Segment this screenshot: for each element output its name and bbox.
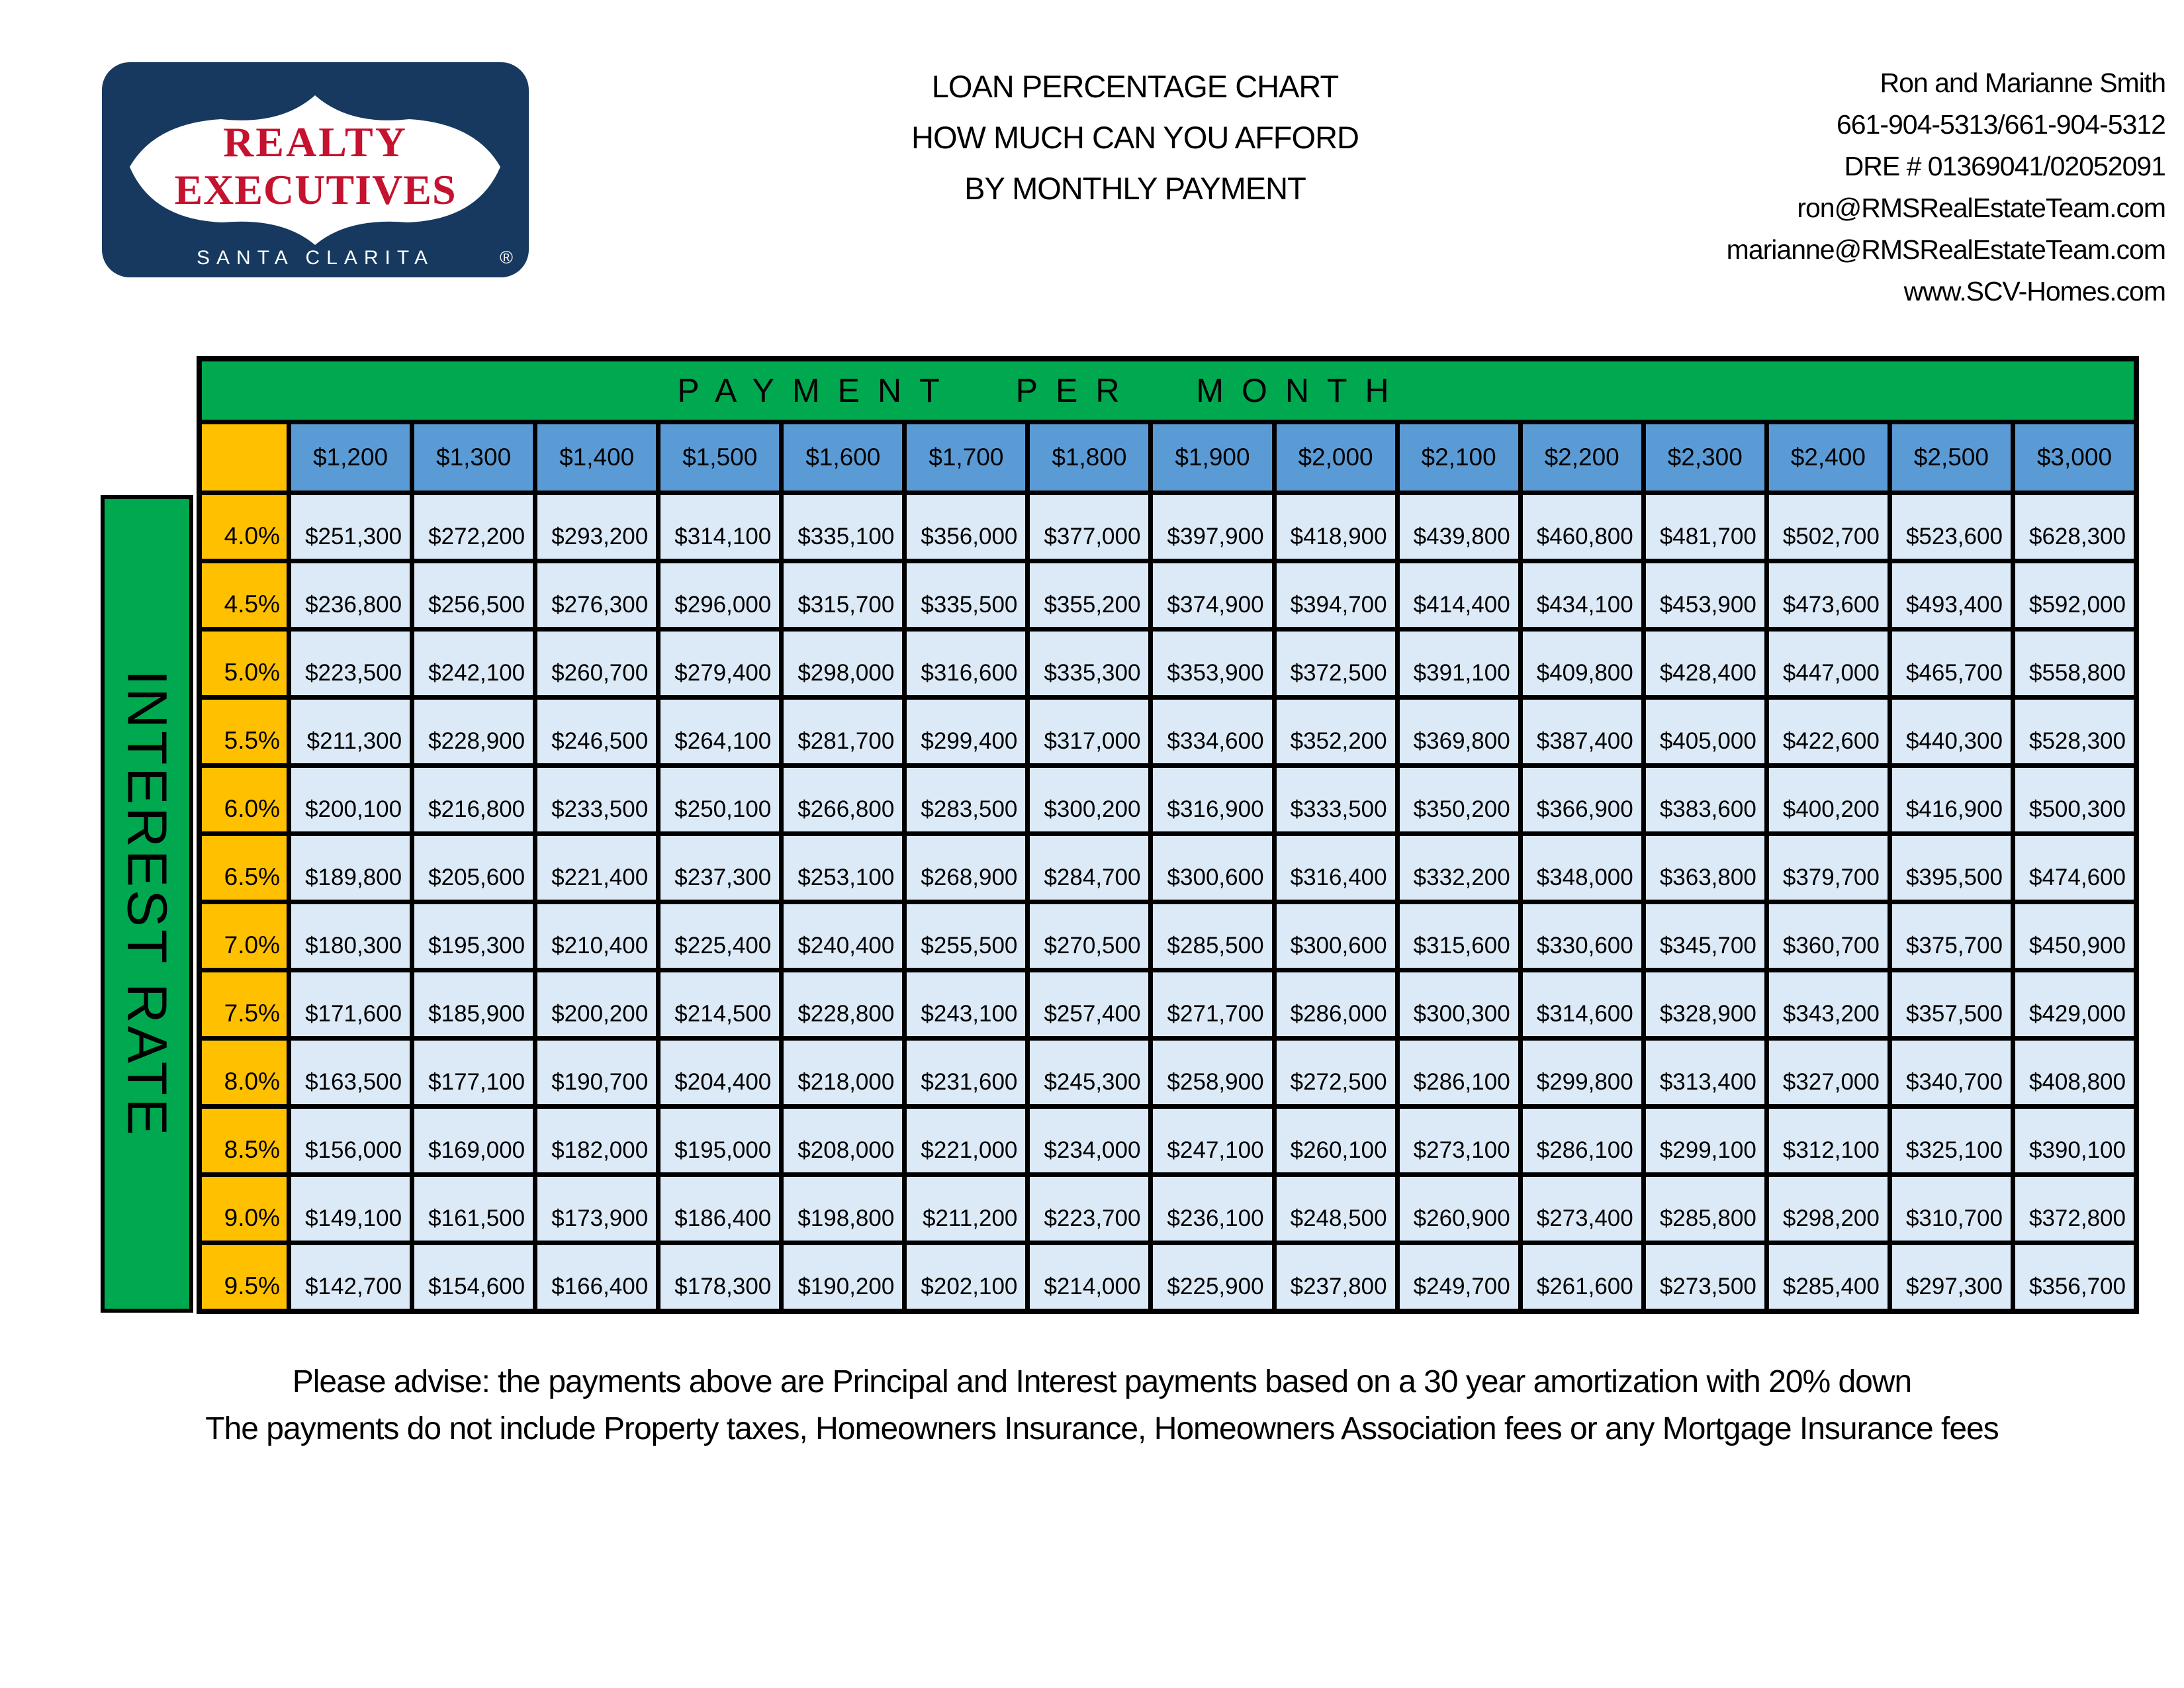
loan-amount-cell: $242,100 [414,632,533,695]
loan-amount-cell: $166,400 [537,1245,656,1309]
loan-amount-cell: $299,800 [1523,1041,1641,1104]
loan-amount-cell: $447,000 [1769,632,1888,695]
loan-amount-cell: $310,700 [1892,1177,2011,1241]
interest-rate-cell: 8.0% [202,1041,287,1104]
column-header-2100: $2,100 [1400,424,1518,491]
loan-amount-cell: $340,700 [1892,1041,2011,1104]
loan-amount-cell: $453,900 [1646,563,1764,627]
loan-amount-cell: $190,700 [537,1041,656,1104]
loan-amount-cell: $345,700 [1646,904,1764,968]
loan-amount-cell: $332,200 [1400,836,1518,900]
loan-amount-cell: $205,600 [414,836,533,900]
agent-names: Ron and Marianne Smith [1880,68,2165,98]
column-header-1700: $1,700 [907,424,1025,491]
loan-amount-cell: $377,000 [1030,495,1148,559]
interest-rate-axis-label: INTEREST RATE [116,670,179,1138]
loan-amount-cell: $328,900 [1646,972,1764,1036]
website-url: www.SCV-Homes.com [1903,276,2165,306]
loan-amount-cell: $286,100 [1400,1041,1518,1104]
loan-amount-cell: $178,300 [660,1245,779,1309]
interest-rate-cell: 4.0% [202,495,287,559]
loan-amount-cell: $334,600 [1153,700,1271,763]
interest-rate-cell: 5.0% [202,632,287,695]
loan-amount-cell: $243,100 [907,972,1025,1036]
loan-amount-cell: $335,300 [1030,632,1148,695]
logo-brand-word-1: REALTY [223,118,408,165]
loan-amount-cell: $390,100 [2015,1109,2134,1172]
loan-amount-cell: $348,000 [1523,836,1641,900]
loan-amount-cell: $400,200 [1769,768,1888,831]
loan-amount-cell: $163,500 [291,1041,410,1104]
loan-amount-cell: $418,900 [1277,495,1395,559]
interest-rate-cell: 8.5% [202,1109,287,1172]
loan-amount-cell: $416,900 [1892,768,2011,831]
loan-amount-cell: $177,100 [414,1041,533,1104]
loan-amount-cell: $493,400 [1892,563,2011,627]
loan-amount-cell: $383,600 [1646,768,1764,831]
loan-amount-cell: $502,700 [1769,495,1888,559]
loan-amount-cell: $228,900 [414,700,533,763]
payment-per-month-label: PAYMENT PER MONTH [677,372,1407,409]
loan-amount-cell: $314,600 [1523,972,1641,1036]
loan-amount-cell: $251,300 [291,495,410,559]
loan-amount-cell: $185,900 [414,972,533,1036]
title-line-1: LOAN PERCENTAGE CHART [931,69,1339,104]
brand-logo [102,62,529,277]
column-header-1600: $1,600 [784,424,902,491]
loan-amount-cell: $180,300 [291,904,410,968]
loan-amount-cell: $281,700 [784,700,902,763]
loan-amount-cell: $374,900 [1153,563,1271,627]
loan-amount-cell: $237,300 [660,836,779,900]
loan-amount-cell: $298,000 [784,632,902,695]
page-title [788,61,1482,214]
loan-amount-cell: $352,200 [1277,700,1395,763]
loan-amount-cell: $450,900 [2015,904,2134,968]
loan-table [197,356,2139,1314]
loan-amount-cell: $300,300 [1400,972,1518,1036]
disclaimer [165,1358,2038,1452]
column-header-2300: $2,300 [1646,424,1764,491]
loan-amount-cell: $236,800 [291,563,410,627]
loan-amount-cell: $312,100 [1769,1109,1888,1172]
loan-amount-cell: $592,000 [2015,563,2134,627]
loan-amount-cell: $284,700 [1030,836,1148,900]
interest-rate-cell: 5.5% [202,700,287,763]
registered-trademark-icon: ® [500,248,513,267]
loan-amount-cell: $225,400 [660,904,779,968]
loan-amount-cell: $204,400 [660,1041,779,1104]
loan-amount-cell: $296,000 [660,563,779,627]
loan-amount-cell: $234,000 [1030,1109,1148,1172]
loan-amount-cell: $360,700 [1769,904,1888,968]
loan-amount-cell: $316,400 [1277,836,1395,900]
loan-amount-cell: $214,500 [660,972,779,1036]
loan-amount-cell: $246,500 [537,700,656,763]
loan-amount-cell: $253,100 [784,836,902,900]
loan-amount-cell: $169,000 [414,1109,533,1172]
loan-amount-cell: $394,700 [1277,563,1395,627]
loan-amount-cell: $343,200 [1769,972,1888,1036]
loan-amount-cell: $195,300 [414,904,533,968]
loan-amount-cell: $231,600 [907,1041,1025,1104]
loan-amount-cell: $315,700 [784,563,902,627]
loan-amount-cell: $366,900 [1523,768,1641,831]
column-header-3000: $3,000 [2015,424,2134,491]
loan-amount-cell: $236,100 [1153,1177,1271,1241]
interest-rate-cell: 4.5% [202,563,287,627]
loan-amount-cell: $285,400 [1769,1245,1888,1309]
loan-amount-cell: $313,400 [1646,1041,1764,1104]
loan-amount-cell: $149,100 [291,1177,410,1241]
logo-brand-word-2: EXECUTIVES [174,166,457,213]
loan-amount-cell: $397,900 [1153,495,1271,559]
loan-amount-cell: $272,200 [414,495,533,559]
loan-amount-cell: $298,200 [1769,1177,1888,1241]
column-header-2400: $2,400 [1769,424,1888,491]
table-corner-cell [202,424,287,491]
loan-amount-cell: $422,600 [1769,700,1888,763]
loan-amount-cell: $440,300 [1892,700,2011,763]
loan-amount-cell: $465,700 [1892,632,2011,695]
loan-amount-cell: $266,800 [784,768,902,831]
loan-amount-cell: $356,000 [907,495,1025,559]
loan-amount-cell: $268,900 [907,836,1025,900]
loan-amount-cell: $379,700 [1769,836,1888,900]
email-marianne: marianne@RMSRealEstateTeam.com [1726,234,2165,265]
loan-amount-cell: $300,600 [1153,836,1271,900]
interest-rate-cell: 7.0% [202,904,287,968]
loan-amount-cell: $161,500 [414,1177,533,1241]
loan-amount-cell: $260,100 [1277,1109,1395,1172]
loan-amount-cell: $335,100 [784,495,902,559]
loan-amount-cell: $523,600 [1892,495,2011,559]
loan-amount-cell: $286,100 [1523,1109,1641,1172]
loan-amount-cell: $315,600 [1400,904,1518,968]
loan-amount-cell: $264,100 [660,700,779,763]
loan-amount-cell: $248,500 [1277,1177,1395,1241]
loan-amount-cell: $372,800 [2015,1177,2134,1241]
loan-amount-cell: $223,500 [291,632,410,695]
loan-amount-cell: $247,100 [1153,1109,1271,1172]
loan-amount-cell: $325,100 [1892,1109,2011,1172]
column-header-1200: $1,200 [291,424,410,491]
loan-amount-cell: $293,200 [537,495,656,559]
title-line-2: HOW MUCH CAN YOU AFFORD [911,120,1359,155]
loan-amount-cell: $299,100 [1646,1109,1764,1172]
loan-amount-cell: $223,700 [1030,1177,1148,1241]
loan-amount-cell: $428,400 [1646,632,1764,695]
loan-amount-cell: $285,500 [1153,904,1271,968]
loan-amount-cell: $271,700 [1153,972,1271,1036]
loan-amount-cell: $286,000 [1277,972,1395,1036]
loan-amount-cell: $256,500 [414,563,533,627]
loan-amount-cell: $273,400 [1523,1177,1641,1241]
column-header-2000: $2,000 [1277,424,1395,491]
loan-amount-cell: $460,800 [1523,495,1641,559]
interest-rate-cell: 6.0% [202,768,287,831]
disclaimer-line-2: The payments do not include Property taxes, Homeowners Insurance, Homeowners Association fees or any Mortgage Insurance fees [205,1411,1999,1446]
column-header-1900: $1,900 [1153,424,1271,491]
loan-amount-cell: $202,100 [907,1245,1025,1309]
loan-amount-cell: $210,400 [537,904,656,968]
loan-amount-cell: $353,900 [1153,632,1271,695]
loan-amount-cell: $299,400 [907,700,1025,763]
loan-amount-cell: $481,700 [1646,495,1764,559]
loan-amount-cell: $439,800 [1400,495,1518,559]
loan-amount-cell: $314,100 [660,495,779,559]
loan-amount-cell: $273,500 [1646,1245,1764,1309]
loan-amount-cell: $255,500 [907,904,1025,968]
loan-amount-cell: $200,200 [537,972,656,1036]
loan-amount-cell: $218,000 [784,1041,902,1104]
loan-amount-cell: $408,800 [2015,1041,2134,1104]
column-header-1800: $1,800 [1030,424,1148,491]
column-header-1500: $1,500 [660,424,779,491]
payment-per-month-banner [202,361,2134,420]
loan-amount-cell: $375,700 [1892,904,2011,968]
loan-amount-cell: $221,400 [537,836,656,900]
loan-amount-cell: $297,300 [1892,1245,2011,1309]
loan-amount-cell: $260,900 [1400,1177,1518,1241]
column-header-1300: $1,300 [414,424,533,491]
loan-amount-cell: $237,800 [1277,1245,1395,1309]
loan-amount-cell: $316,900 [1153,768,1271,831]
loan-amount-cell: $225,900 [1153,1245,1271,1309]
loan-amount-cell: $182,000 [537,1109,656,1172]
loan-amount-cell: $189,800 [291,836,410,900]
loan-amount-cell: $257,400 [1030,972,1148,1036]
loan-amount-cell: $171,600 [291,972,410,1036]
loan-amount-cell: $245,300 [1030,1041,1148,1104]
dre-license-numbers: DRE # 01369041/02052091 [1844,151,2165,181]
loan-amount-cell: $190,200 [784,1245,902,1309]
loan-amount-cell: $142,700 [291,1245,410,1309]
loan-amount-cell: $391,100 [1400,632,1518,695]
loan-amount-cell: $216,800 [414,768,533,831]
loan-amount-cell: $395,500 [1892,836,2011,900]
loan-amount-cell: $273,100 [1400,1109,1518,1172]
loan-amount-cell: $333,500 [1277,768,1395,831]
column-header-1400: $1,400 [537,424,656,491]
loan-amount-cell: $316,600 [907,632,1025,695]
interest-rate-cell: 7.5% [202,972,287,1036]
loan-amount-cell: $211,200 [907,1177,1025,1241]
loan-amount-cell: $283,500 [907,768,1025,831]
contact-info [1570,62,2165,312]
loan-amount-cell: $473,600 [1769,563,1888,627]
loan-amount-cell: $387,400 [1523,700,1641,763]
interest-rate-axis [101,495,193,1313]
loan-amount-cell: $240,400 [784,904,902,968]
loan-amount-cell: $233,500 [537,768,656,831]
loan-amount-cell: $211,300 [291,700,410,763]
loan-amount-cell: $272,500 [1277,1041,1395,1104]
loan-amount-cell: $405,000 [1646,700,1764,763]
loan-amount-cell: $198,800 [784,1177,902,1241]
phone-numbers: 661-904-5313/661-904-5312 [1836,109,2165,140]
loan-amount-cell: $173,900 [537,1177,656,1241]
column-header-2500: $2,500 [1892,424,2011,491]
email-ron: ron@RMSRealEstateTeam.com [1797,193,2165,223]
loan-amount-cell: $195,000 [660,1109,779,1172]
loan-amount-cell: $409,800 [1523,632,1641,695]
loan-amount-cell: $258,900 [1153,1041,1271,1104]
loan-amount-cell: $300,600 [1277,904,1395,968]
loan-amount-cell: $261,600 [1523,1245,1641,1309]
loan-amount-cell: $355,200 [1030,563,1148,627]
loan-amount-cell: $350,200 [1400,768,1518,831]
loan-amount-cell: $356,700 [2015,1245,2134,1309]
loan-amount-cell: $335,500 [907,563,1025,627]
loan-amount-cell: $154,600 [414,1245,533,1309]
loan-amount-cell: $369,800 [1400,700,1518,763]
loan-amount-cell: $221,000 [907,1109,1025,1172]
loan-amount-cell: $214,000 [1030,1245,1148,1309]
loan-amount-cell: $250,100 [660,768,779,831]
loan-amount-cell: $270,500 [1030,904,1148,968]
loan-amount-cell: $249,700 [1400,1245,1518,1309]
loan-amount-cell: $414,400 [1400,563,1518,627]
loan-amount-cell: $357,500 [1892,972,2011,1036]
loan-amount-cell: $186,400 [660,1177,779,1241]
loan-amount-cell: $260,700 [537,632,656,695]
loan-amount-cell: $285,800 [1646,1177,1764,1241]
loan-amount-cell: $279,400 [660,632,779,695]
loan-amount-cell: $558,800 [2015,632,2134,695]
loan-amount-cell: $500,300 [2015,768,2134,831]
loan-amount-cell: $156,000 [291,1109,410,1172]
loan-amount-cell: $429,000 [2015,972,2134,1036]
loan-amount-cell: $200,100 [291,768,410,831]
loan-amount-cell: $208,000 [784,1109,902,1172]
loan-amount-cell: $628,300 [2015,495,2134,559]
loan-amount-cell: $300,200 [1030,768,1148,831]
loan-amount-cell: $363,800 [1646,836,1764,900]
loan-amount-cell: $317,000 [1030,700,1148,763]
interest-rate-cell: 9.5% [202,1245,287,1309]
loan-amount-cell: $474,600 [2015,836,2134,900]
logo-office-city: SANTA CLARITA [197,247,434,269]
interest-rate-cell: 9.0% [202,1177,287,1241]
interest-rate-cell: 6.5% [202,836,287,900]
loan-amount-cell: $434,100 [1523,563,1641,627]
column-header-2200: $2,200 [1523,424,1641,491]
loan-amount-cell: $528,300 [2015,700,2134,763]
disclaimer-line-1: Please advise: the payments above are Principal and Interest payments based on a 30 year amortization with 20% down [292,1364,1912,1399]
loan-amount-cell: $276,300 [537,563,656,627]
loan-amount-cell: $330,600 [1523,904,1641,968]
loan-amount-cell: $372,500 [1277,632,1395,695]
loan-amount-cell: $228,800 [784,972,902,1036]
loan-amount-cell: $327,000 [1769,1041,1888,1104]
title-line-3: BY MONTHLY PAYMENT [964,171,1306,206]
